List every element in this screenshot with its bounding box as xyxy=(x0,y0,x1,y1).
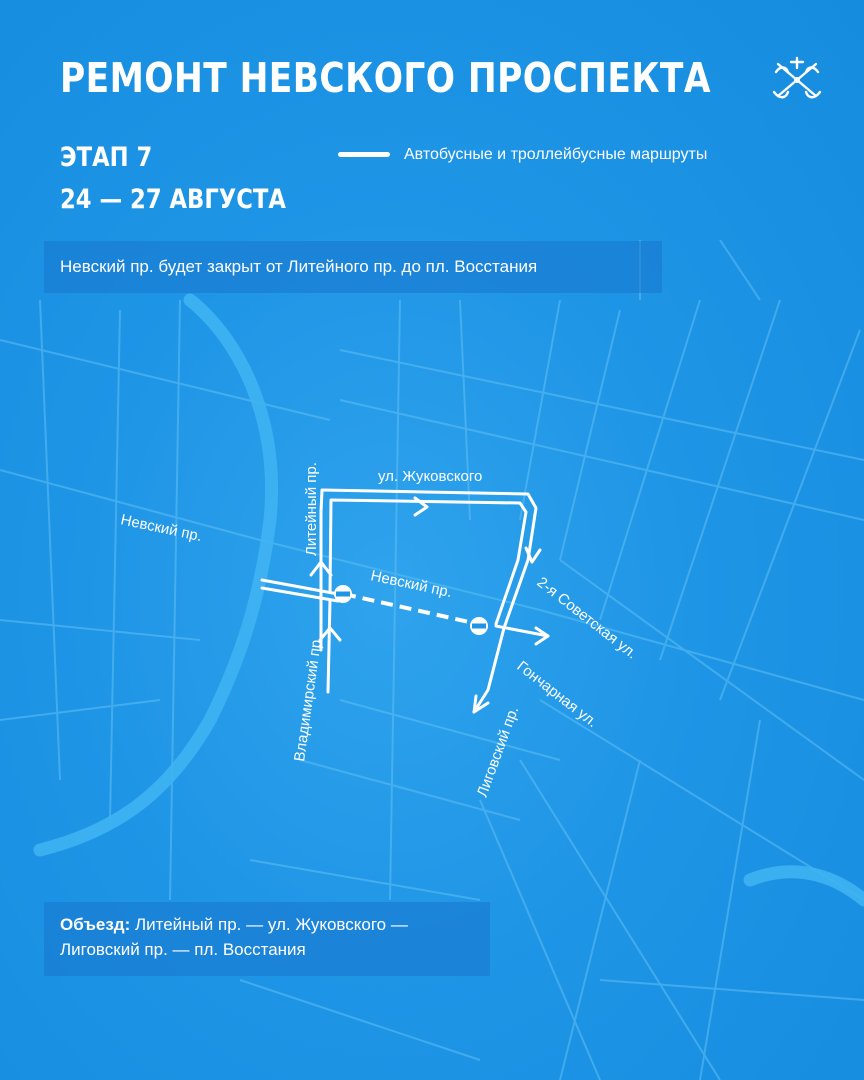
label-sovetskaya-2: 2-я Советская ул. xyxy=(533,573,641,663)
label-liteyny: Литейный пр. xyxy=(303,462,320,556)
closure-notice-text: Невский пр. будет закрыт от Литейного пр. до пл. Восстания xyxy=(60,257,538,276)
detour-info xyxy=(44,902,490,976)
closed-segment xyxy=(344,594,478,624)
label-nevsky-west: Невский пр. xyxy=(119,511,204,546)
nevsky-west-route xyxy=(262,580,338,594)
label-zhukovskogo: ул. Жуковского xyxy=(378,468,483,485)
label-ligovsky: Лиговский пр. xyxy=(473,704,523,800)
no-entry-sign-icon xyxy=(334,585,352,603)
label-nevsky-closed: Невский пр. xyxy=(369,567,454,602)
nevsky-west-route-parallel xyxy=(262,588,338,601)
no-entry-sign-icon xyxy=(470,617,488,635)
detour-label: Объезд: xyxy=(60,915,131,934)
page-title: РЕМОНТ НЕВСКОГО ПРОСПЕКТА xyxy=(60,54,711,102)
legend-routes-label: Автобусные и троллейбусные маршруты xyxy=(404,146,708,163)
vladimirsky-route xyxy=(328,600,330,692)
label-goncharnaya: Гончарная ул. xyxy=(513,657,601,732)
label-vladimirsky: Владимирский пр. xyxy=(291,634,326,763)
detour-text: Литейный пр. — ул. Жуковского — Лиговский пр. — пл. Восстания xyxy=(60,915,408,959)
date-range: 24 — 27 АВГУСТА xyxy=(60,184,286,215)
stage-label: ЭТАП 7 xyxy=(60,142,153,173)
detour-loop-inner xyxy=(330,500,526,624)
